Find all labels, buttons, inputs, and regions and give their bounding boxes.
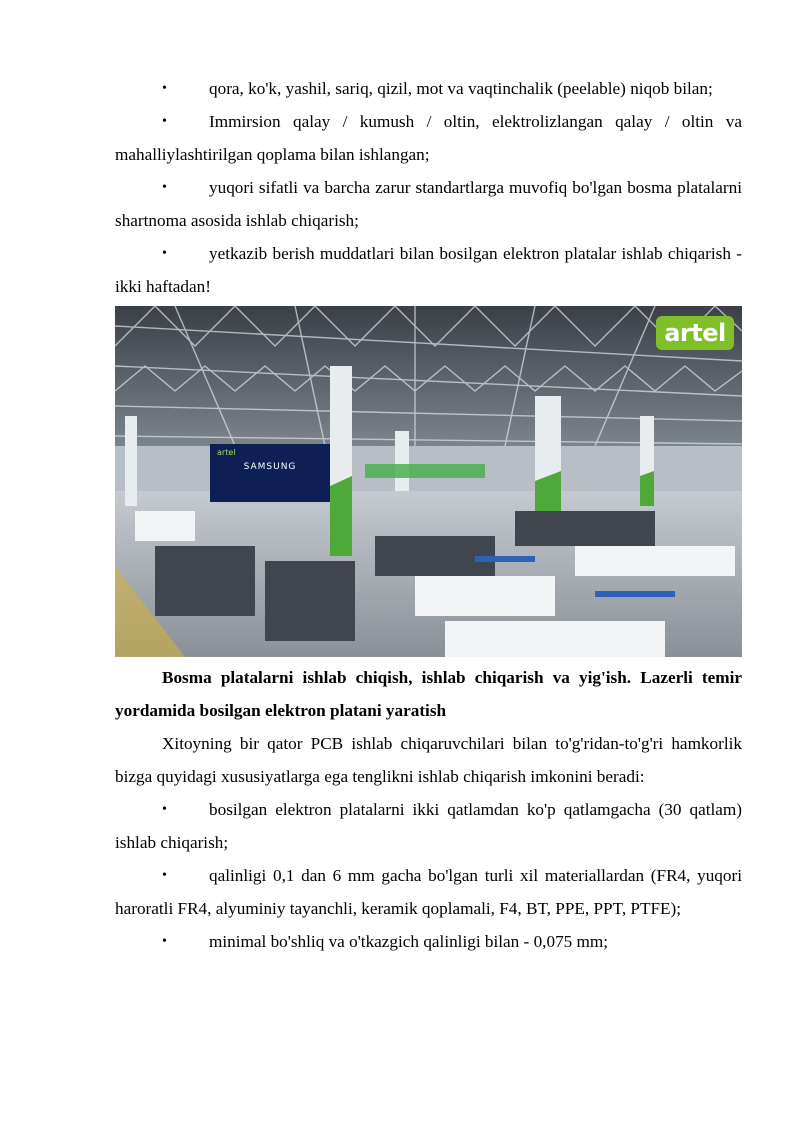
- list-item: • Immirsion qalay / kumush / oltin, elektrolizlangan qalay / oltin va mahalliylashtirilgan qoplama bilan ishlangan;: [115, 105, 742, 171]
- list-item: • qalinligi 0,1 dan 6 mm gacha bo'lgan turli xil materiallardan (FR4, yuqori haroratli FR4, alyuminiy tayanchli, keramik qoplamali, F4, BT, PPE, PPT, PTFE);: [115, 859, 742, 925]
- list-item: • qora, ko'k, yashil, sariq, qizil, mot va vaqtinchalik (peelable) niqob bilan;: [115, 72, 742, 105]
- factory-photo: [115, 306, 742, 657]
- list-item: • minimal bo'shliq va o'tkazgich qalinligi bilan - 0,075 mm;: [115, 925, 742, 958]
- figure-caption: Bosma platalarni ishlab chiqish, ishlab chiqarish va yig'ish. Lazerli temir yordamida bosilgan elektron platani yaratish: [115, 668, 742, 720]
- artel-logo: artel: [656, 316, 734, 350]
- list-item: • yetkazib berish muddatlari bilan bosilgan elektron platalar ishlab chiqarish - ikki haftadan!: [115, 237, 742, 303]
- list-item: • bosilgan elektron platalarni ikki qatlamdan ko'p qatlamgacha (30 qatlam) ishlab chiqarish;: [115, 793, 742, 859]
- bullet-icon: •: [162, 802, 167, 817]
- bullet-icon: •: [162, 180, 167, 195]
- document-page: [115, 72, 742, 958]
- bullet-icon: •: [162, 868, 167, 883]
- list-item: • yuqori sifatli va barcha zarur standartlarga muvofiq bo'lgan bosma platalarni shartnoma asosida ishlab chiqarish;: [115, 171, 742, 237]
- bullet-list-bottom: [115, 793, 742, 958]
- bullet-icon: •: [162, 81, 167, 96]
- bullet-list-top: [115, 72, 742, 303]
- bullet-icon: •: [162, 934, 167, 949]
- sign-artel-label: artel: [217, 448, 236, 457]
- bullet-icon: •: [162, 114, 167, 129]
- body-paragraph: Xitoyning bir qator PCB ishlab chiqaruvchilari bilan to'g'ridan-to'g'ri hamkorlik bizga quyidagi xususiyatlarga ega tenglikni ishlab chiqarish imkonini beradi:: [115, 734, 742, 786]
- bullet-icon: •: [162, 246, 167, 261]
- samsung-sign: SAMSUNG: [210, 444, 330, 502]
